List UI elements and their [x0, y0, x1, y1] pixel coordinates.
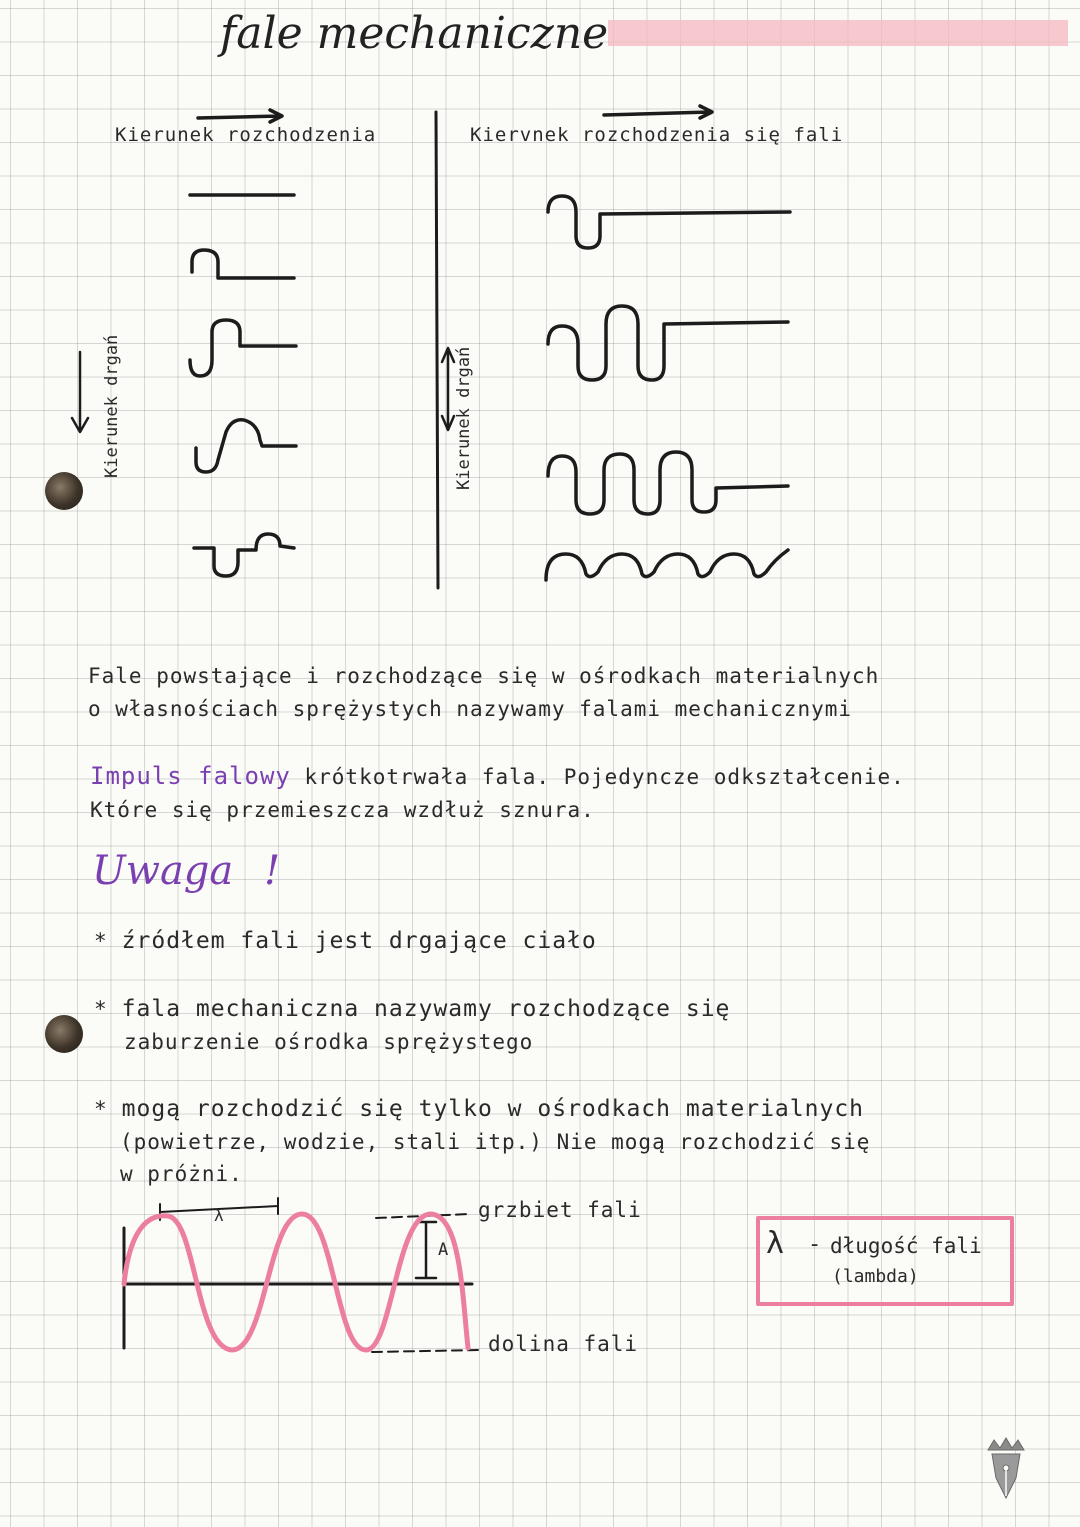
- uwaga-exclamation: !: [263, 848, 281, 894]
- bullet-3-line-2: (powietrze, wodzie, stali itp.) Nie mogą rozchodzić się: [120, 1130, 871, 1154]
- bullet-3-line-1: mogą rozchodzić się tylko w ośrodkach materialnych: [121, 1096, 865, 1122]
- amplitude-label: A: [438, 1240, 450, 1260]
- bullet-star-icon: *: [94, 997, 108, 1021]
- impuls-line-2: Które się przemieszcza wzdłuż sznura.: [90, 798, 595, 822]
- bullet-star-icon: *: [94, 929, 108, 953]
- bullet-1-line-1: źródłem fali jest drgające ciało: [121, 928, 597, 954]
- impuls-term: Impuls falowy: [90, 762, 291, 790]
- bullet-2-line-2: zaburzenie ośrodka sprężystego: [124, 1030, 534, 1054]
- definition-line-2: o własnościach sprężystych nazywamy falami mechanicznymi: [88, 697, 853, 721]
- lambda-dash: -: [808, 1232, 822, 1257]
- lambda-definition: długość fali: [830, 1234, 982, 1258]
- impuls-definition: krótkotrwała fala. Pojedyncze odkształcenie.: [304, 765, 905, 789]
- crest-label: grzbiet fali: [478, 1198, 642, 1222]
- bullet-2-line-1: fala mechaniczna nazywamy rozchodzące się: [121, 996, 731, 1022]
- lambda-symbol: λ: [766, 1226, 785, 1261]
- right-vibration-label: Kierunek drgań: [454, 346, 474, 490]
- uwaga-text: Uwaga: [92, 848, 234, 894]
- trough-label: dolina fali: [488, 1332, 639, 1356]
- lambda-subtitle: (lambda): [832, 1266, 919, 1287]
- page-title: fale mechaniczne: [220, 8, 609, 59]
- left-vibration-label: Kierunek drgań: [102, 334, 122, 478]
- left-direction-label: Kierunek rozchodzenia: [115, 124, 377, 146]
- definition-line-1: Fale powstające i rozchodzące się w ośrodkach materialnych: [88, 664, 880, 688]
- wavelength-label: λ: [214, 1206, 225, 1225]
- bullet-3-line-3: w próżni.: [120, 1162, 243, 1186]
- right-direction-label: Kiervnek rozchodzenia się fali: [470, 124, 844, 146]
- bullet-star-icon: *: [94, 1097, 108, 1121]
